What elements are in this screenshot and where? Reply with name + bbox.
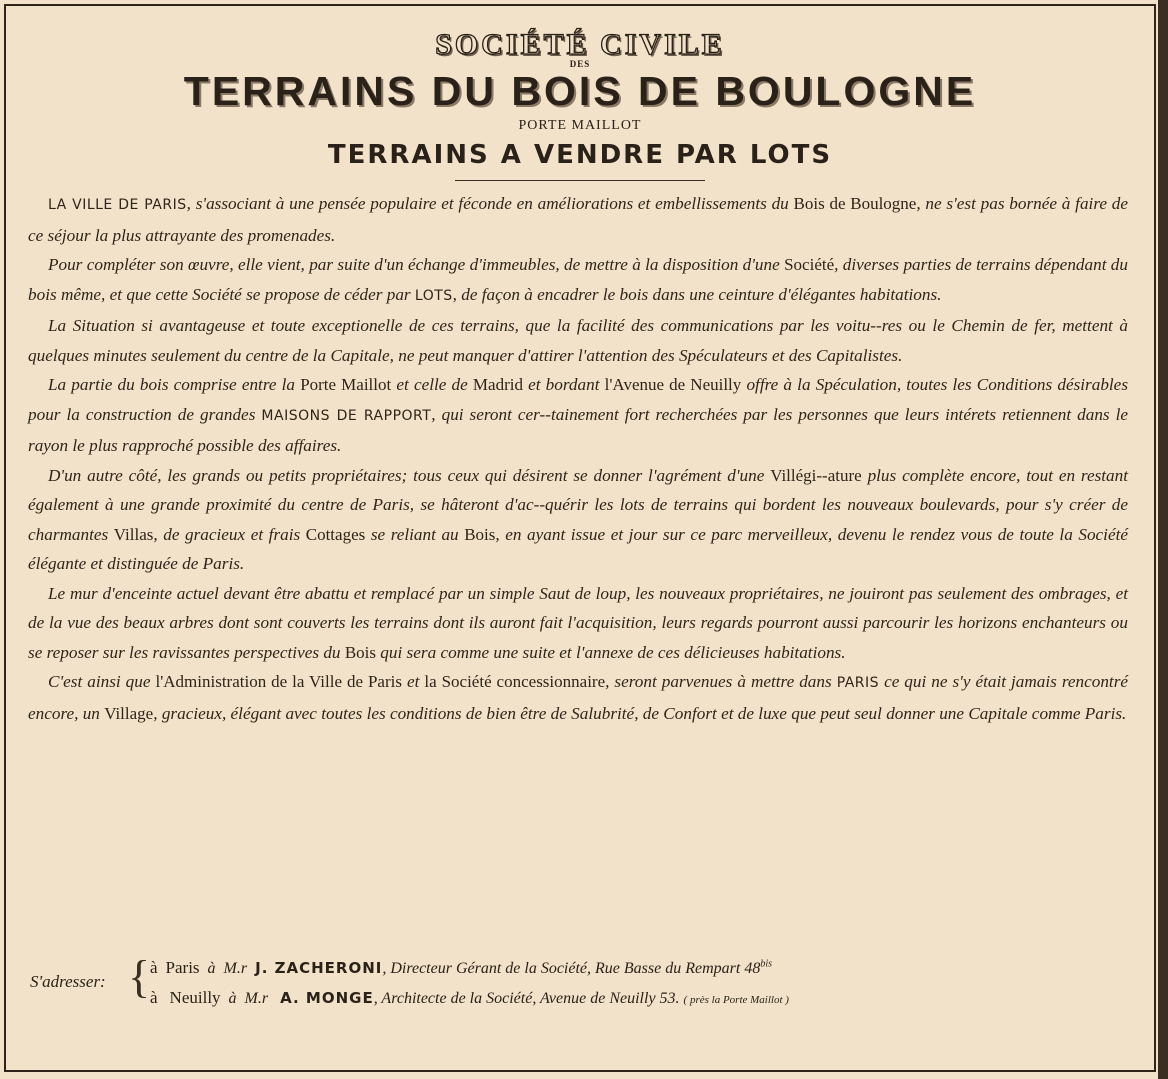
text-run: , de façon à encadrer le bois dans une ceinture d'élégantes habitations. [452, 284, 942, 304]
text-run: plus complète encore, tout en restant également à une grande proximité du centre de Paris, se hâteront d'ac--quérir les lots de terrains qui bordent les nouveaux boulevards, pour s'y créer de charmantes [28, 465, 1128, 544]
societe-word: Société [784, 255, 835, 274]
brace-symbol: { [128, 951, 151, 1002]
text-run: à [228, 990, 237, 1007]
villas: Villas [113, 524, 154, 544]
madrid: Madrid [472, 375, 523, 394]
text-run: et bordant [528, 375, 600, 394]
text-run: offre à la Spéculation, toutes les Conditions désirables pour la construction de grandes [28, 375, 1129, 424]
announcement-body [28, 189, 1128, 728]
text-run: , de gracieux et frais [153, 524, 301, 544]
paragraph-7 [28, 667, 1128, 728]
text-run: à [150, 958, 158, 977]
text-run: se reliant au [370, 524, 459, 544]
text-run: à [150, 988, 158, 1007]
honorific: M.r [223, 960, 248, 977]
societe-concessionnaire: la Société concessionnaire [424, 672, 606, 691]
text-run: et celle de [396, 375, 468, 394]
cottages: Cottages [305, 524, 366, 544]
paragraph-3: La Situation si avantageuse et toute exceptionelle de ces terrains, que la facilité des communications par les voitu--res ou le Chemin de fer, mettent à quelques minutes seulement du centre de la Capitale, ne peut manquer d'attirer l'attention des Spéculateurs et des Capitalistes. [28, 316, 1128, 365]
text-run: D'un autre côté, les grands ou petits propriétaires; tous ceux qui désirent se donner l'agrément d'une [48, 465, 765, 485]
text-run: , en ayant issue et jour sur ce parc merveilleux, devenu le rendez vous de toute la Société élégante et distinguée de Paris. [28, 524, 1128, 573]
honorific: M.r [244, 990, 269, 1007]
text-run: , s'associant à une pensée populaire et féconde en améliorations et embellissements du [186, 194, 789, 213]
villegiature: Villégi--ature [770, 465, 862, 485]
text-run: , seront parvenues à mettre dans [605, 672, 832, 691]
administration-ville-de-paris: l'Administration de la Ville de Paris [155, 672, 402, 691]
avenue-de-neuilly: l'Avenue de Neuilly [604, 375, 742, 394]
text-run: Le mur d'enceinte actuel devant être abattu et remplacé par un simple Saut de loup, les nouveaux propriétaires, ne jouiront pas seulement des ombrages, et de la vue des beaux arbres dont sont couverts les terrains dont ils auront fait l'acquisition, leurs regards pourront aussi parcourir les horizons enchanteurs ou se reposer sur les ravissantes perspectives du [28, 583, 1128, 662]
text-run: qui sera comme une suite et l'annexe de ces délicieuses habitations. [380, 642, 846, 662]
tagline-lots: TERRAINS A VENDRE PAR LOTS [327, 140, 833, 170]
text-run: , Directeur Gérant de la Société, Rue Basse du Rempart 48 [382, 960, 761, 977]
text-run: , Architecte de la Société, Avenue de Neuilly 53. [373, 990, 680, 1007]
text-run: , diverses parties de terrains dépendant du bois même, et que cette Société se propose de céder par [28, 255, 1128, 304]
village: Village [104, 703, 154, 723]
paris-caps: PARIS [836, 675, 880, 691]
text-run: Pour compléter son œuvre, elle vient, par suite d'un échange d'immeubles, de mettre à la disposition d'une [48, 255, 780, 274]
paragraph-5 [28, 461, 1128, 579]
text-run: , gracieux, élégant avec toutes les conditions de bien être de Salubrité, de Confort et de luxe que peut seul donner une Capitale comme Paris. [153, 703, 1127, 723]
address-line-paris [150, 958, 772, 978]
paragraph-6 [28, 579, 1128, 668]
bois-word: Bois [344, 642, 376, 662]
maisons-de-rapport: MAISONS DE RAPPORT [261, 407, 432, 424]
paragraph-4 [28, 370, 1128, 461]
name-zacheroni: J. ZACHERONI [255, 959, 383, 977]
bois-de-boulogne: Bois de Boulogne [793, 194, 917, 213]
address-line-neuilly [150, 988, 789, 1008]
name-monge: A. MONGE [280, 989, 374, 1007]
subtitle-porte-maillot: PORTE MAILLOT [518, 118, 642, 133]
text-run: et [406, 672, 420, 691]
address-label: S'adresser: [30, 972, 106, 991]
text-run: à [207, 960, 216, 977]
text-run: La partie du bois comprise entre la [48, 375, 296, 394]
address-note: ( près la Porte Maillot ) [683, 994, 789, 1006]
ville-de-paris: LA VILLE DE PARIS [48, 197, 187, 213]
main-title: TERRAINS DU BOIS DE BOULOGNE [183, 68, 977, 114]
text-run: ce qui ne s'y était jamais rencontré encore, un [28, 672, 1129, 723]
city-paris: Paris [165, 958, 200, 977]
header-societe-civile: SOCIÉTÉ CIVILE [435, 28, 725, 61]
superscript-bis: bis [760, 958, 772, 970]
paragraph-2 [28, 250, 1128, 311]
text-run: , ne s'est pas bornée à faire de ce séjour la plus attrayante des promenades. [28, 194, 1128, 245]
bois-word: Bois [464, 524, 496, 544]
header-divider [455, 180, 705, 181]
porte-maillot: Porte Maillot [300, 375, 392, 394]
city-neuilly: Neuilly [169, 988, 221, 1007]
lots-word: LOTS [414, 287, 453, 304]
header-des: DES [569, 59, 591, 69]
text-run: C'est ainsi que [48, 672, 151, 691]
text-run: , qui seront cer--tainement fort recherchées par les personnes que leurs intérets retiennent dans le rayon le plus rapproché possible des affaires. [28, 404, 1129, 455]
paragraph-1 [28, 189, 1128, 250]
